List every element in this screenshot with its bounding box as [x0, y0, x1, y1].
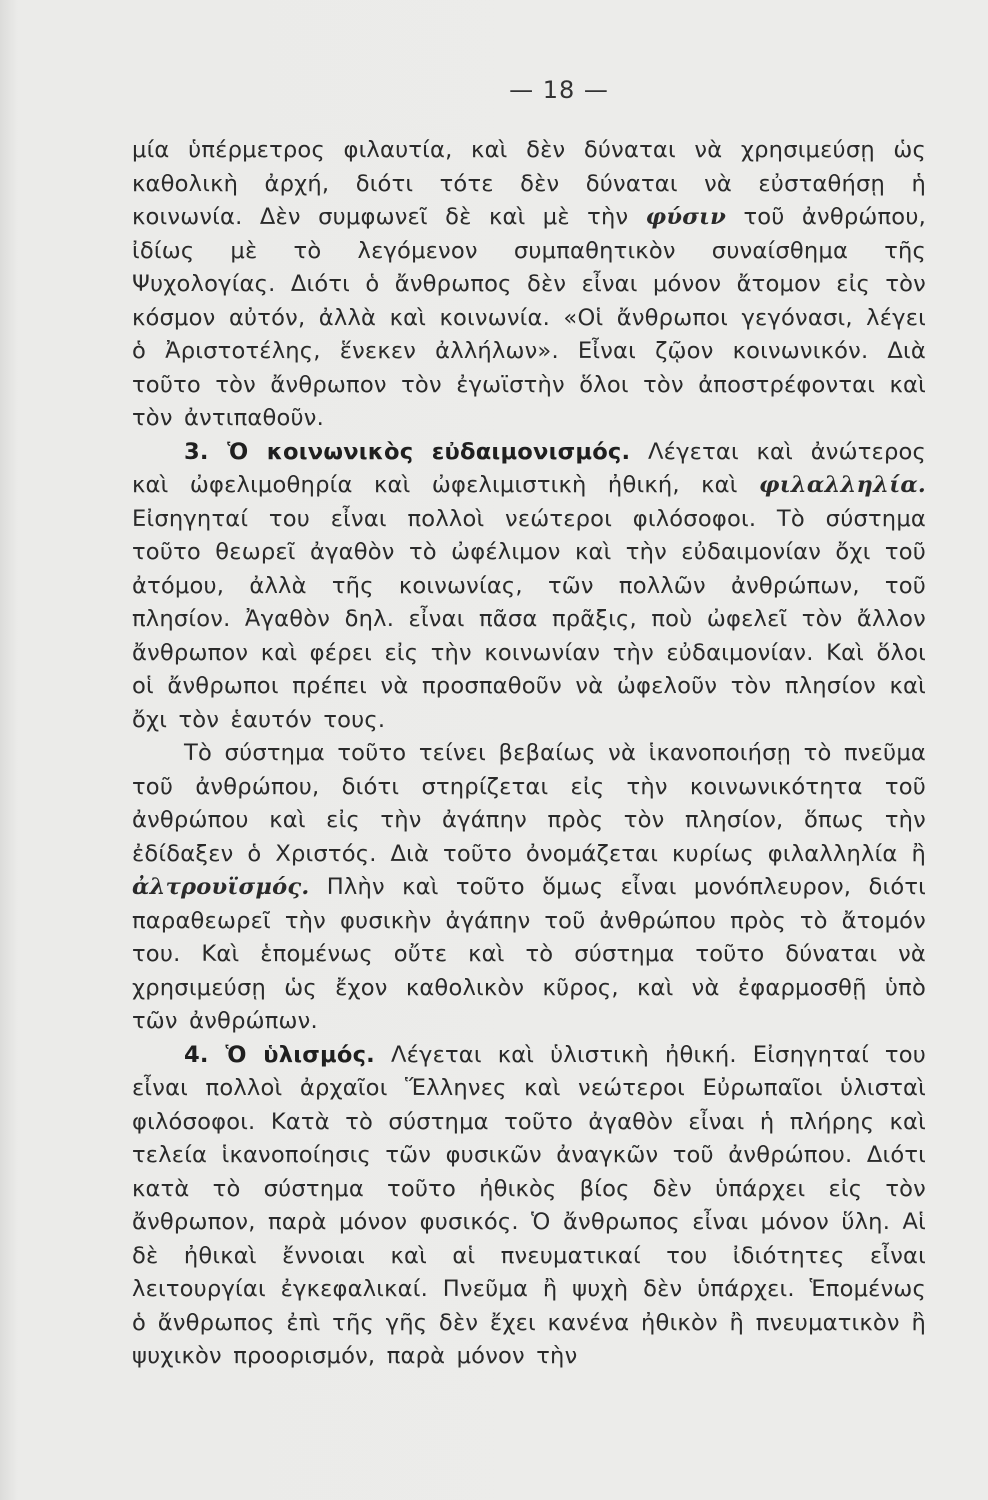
- section-heading: 3. Ὁ κοινωνικὸς εὐδαιμονισμός.: [184, 438, 631, 465]
- section-heading: 4. Ὁ ὑλισμός.: [184, 1041, 375, 1068]
- emphasized-term: ἀλτρουϊσμός.: [132, 874, 310, 900]
- page-number: — 18 —: [509, 76, 609, 104]
- body-text: [132, 134, 926, 1374]
- paragraph: [132, 134, 926, 436]
- paragraph-text: Τὸ σύστημα τοῦτο τείνει βεβαίως νὰ ἱκανοποιήσῃ τὸ πνεῦμα τοῦ ἀνθρώπου, διότι στηρίζεται εἰς τὴν κοινωνικότητα τοῦ ἀνθρώπου καὶ εἰς τὴν ἀγάπην πρὸς τὸν πλησίον, ὅπως τὴν ἐδίδαξεν ὁ Χριστός. Διὰ τοῦτο ὀνομάζεται κυρίως φιλαλληλία ἢ: [132, 740, 926, 867]
- paragraph-text: μία ὑπέρμετρος φιλαυτία, καὶ δὲν δύναται νὰ χρησιμεύσῃ ὡς καθολικὴ ἀρχή, διότι τότε δὲν δύναται νὰ εὐσταθήσῃ ἡ κοινωνία. Δὲν συμφωνεῖ δὲ καὶ μὲ τὴν: [132, 137, 926, 230]
- emphasized-term: φιλαλληλία.: [759, 472, 926, 498]
- paragraph: [132, 436, 926, 738]
- paragraph: [132, 1039, 926, 1374]
- paragraph-text: Πλὴν καὶ τοῦτο ὅμως εἶναι μονόπλευρον, διότι παραθεωρεῖ τὴν φυσικὴν ἀγάπην τοῦ ἀνθρώπου πρὸς τὸ ἄτομόν του. Καὶ ἑπομένως οὔτε καὶ τὸ σύστημα τοῦτο δύναται νὰ χρησιμεύσῃ ὡς ἔχον καθολικὸν κῦρος, καὶ νὰ ἐφαρμοσθῇ ὑπὸ τῶν ἀνθρώπων.: [132, 874, 926, 1034]
- emphasized-term: φύσιν: [645, 204, 727, 230]
- paragraph-text: Λέγεται καὶ ὑλιστικὴ ἠθική. Εἰσηγηταί του εἶναι πολλοὶ ἀρχαῖοι Ἕλληνες καὶ νεώτεροι Εὐρωπαῖοι ὑλισταὶ φιλόσοφοι. Κατὰ τὸ σύστημα τοῦτο ἀγαθὸν εἶναι ἡ πλήρης καὶ τελεία ἱκανοποίησις τῶν φυσικῶν ἀναγκῶν τοῦ ἀνθρώπου. Διότι κατὰ τὸ σύστημα τοῦτο ἠθικὸς βίος δὲν ὑπάρχει εἰς τὸν ἄνθρωπον, παρὰ μόνον φυσικός. Ὁ ἄνθρωπος εἶναι μόνον ὕλη. Αἱ δὲ ἠθικαὶ ἔννοιαι καὶ αἱ πνευματικαί του ἰδιότητες εἶναι λειτουργίαι ἐγκεφαλικαί. Πνεῦμα ἢ ψυχὴ δὲν ὑπάρχει. Ἑπομένως ὁ ἄνθρωπος ἐπὶ τῆς γῆς δὲν ἔχει κανένα ἠθικὸν ἢ πνευματικὸν ἢ ψυχικὸν προορισμόν, παρὰ μόνον τὴν: [132, 1041, 926, 1369]
- paragraph-text: Εἰσηγηταί του εἶναι πολλοὶ νεώτεροι φιλόσοφοι. Τὸ σύστημα τοῦτο θεωρεῖ ἀγαθὸν τὸ ὠφέλιμον καὶ τὴν εὐδαιμονίαν ὄχι τοῦ ἀτόμου, ἀλλὰ τῆς κοινωνίας, τῶν πολλῶν ἀνθρώπων, τοῦ πλησίον. Ἀγαθὸν δηλ. εἶναι πᾶσα πρᾶξις, ποὺ ὠφελεῖ τὸν ἄλλον ἄνθρωπον καὶ φέρει εἰς τὴν κοινωνίαν τὴν εὐδαιμονίαν. Καὶ ὅλοι οἱ ἄνθρωποι πρέπει νὰ προσπαθοῦν νὰ ὠφελοῦν τὸν πλησίον καὶ ὄχι τὸν ἑαυτόν τους.: [132, 505, 926, 733]
- paragraph: [132, 737, 926, 1039]
- paragraph-text: τοῦ ἀνθρώπου, ἰδίως μὲ τὸ λεγόμενον συμπαθητικὸν συναίσθημα τῆς Ψυχολογίας. Διότι ὁ ἄνθρωπος δὲν εἶναι μόνον ἄτομον εἰς τὸν κόσμον αὐτόν, ἀλλὰ καὶ κοινωνία. «Οἱ ἄνθρωποι γεγόνασι, λέγει ὁ Ἀριστοτέλης, ἕνεκεν ἀλλήλων». Εἶναι ζῷον κοινωνικόν. Διὰ τοῦτο τὸν ἄνθρωπον τὸν ἐγωϊστὴν ὅλοι τὸν ἀποστρέφονται καὶ τὸν ἀντιπαθοῦν.: [132, 204, 926, 431]
- paragraph-text: Λέγεται καὶ ἀνώτερος καὶ ὠφελιμοθηρία καὶ ὠφελιμιστικὴ ἠθική, καὶ: [132, 438, 926, 498]
